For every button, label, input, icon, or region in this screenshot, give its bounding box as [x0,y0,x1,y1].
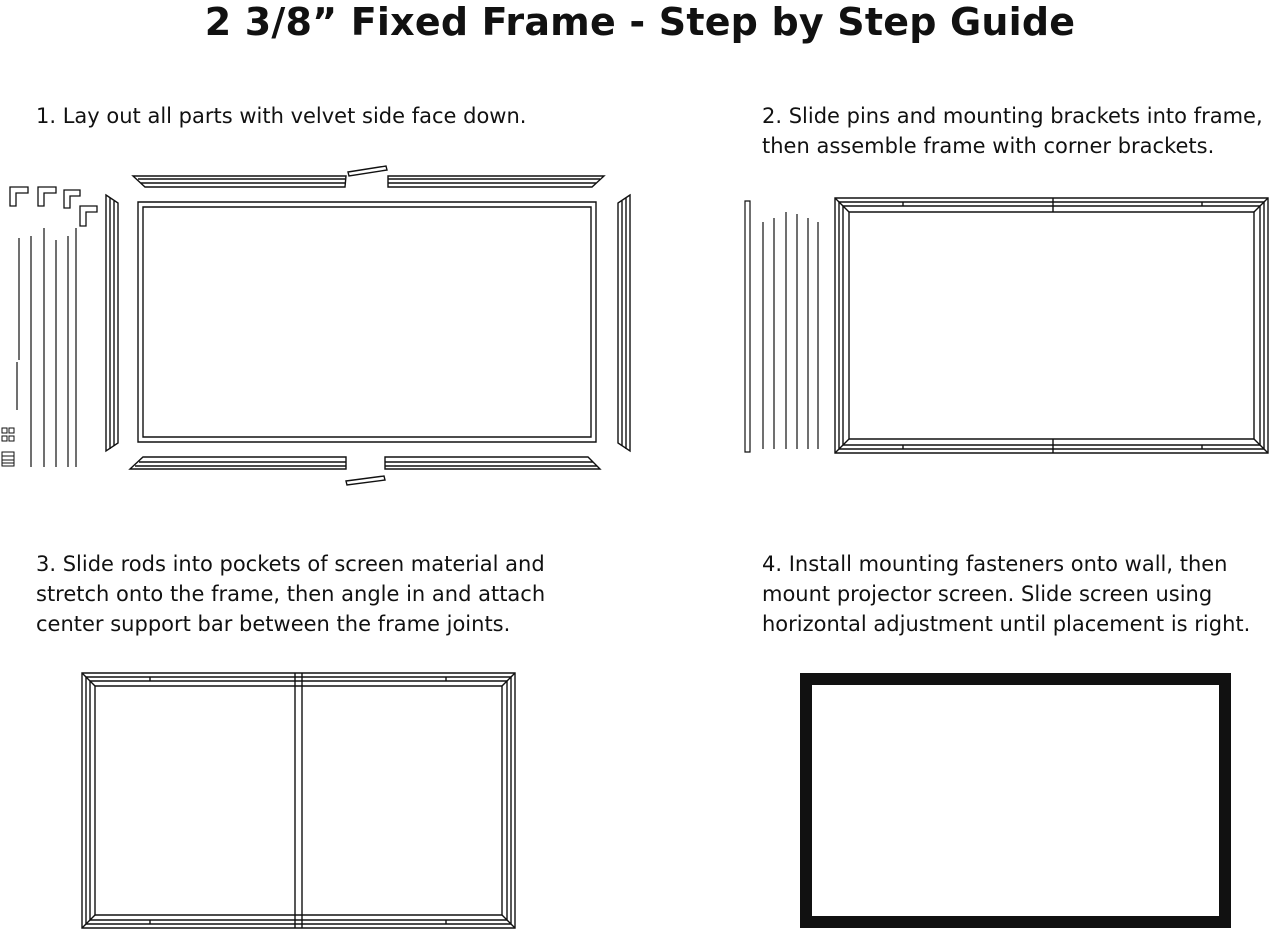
step-2-figure [745,198,1268,453]
step-2-line-2: then assemble frame with corner brackets. [762,134,1215,158]
assembled-frame [835,198,1268,453]
step-3-line-2: stretch onto the frame, then angle in and attach [36,582,546,606]
step-1-line-1: 1. Lay out all parts with velvet side face down. [36,104,527,128]
step-3-line-3: center support bar between the frame joints. [36,612,511,636]
step-4-figure [806,679,1225,922]
side-rails [106,195,630,451]
screen-material [138,202,596,442]
pins [745,201,818,452]
rod [17,238,19,410]
step-4-line-1: 4. Install mounting fasteners onto wall, then [762,552,1228,576]
rods [17,228,76,467]
corner-bracket [64,190,80,208]
corner-brackets [10,187,97,226]
page-title: 2 3/8” Fixed Frame - Step by Step Guide [204,0,1076,44]
step-3-line-1: 3. Slide rods into pockets of screen material and [36,552,545,576]
corner-bracket [38,187,56,206]
step-4-line-2: mount projector screen. Slide screen using [762,582,1213,606]
pin-bar [745,201,750,452]
step-2-line-1: 2. Slide pins and mounting brackets into frame, [762,104,1263,128]
top-rails [133,166,604,187]
fasteners [2,428,14,466]
step-3-figure [82,673,515,928]
step-4-line-3: horizontal adjustment until placement is right. [762,612,1251,636]
bottom-rails [130,457,600,485]
corner-bracket [80,206,97,226]
corner-bracket [10,187,28,206]
center-support-bar [295,673,302,928]
step-1-figure [2,166,630,485]
projector-screen [806,679,1225,922]
